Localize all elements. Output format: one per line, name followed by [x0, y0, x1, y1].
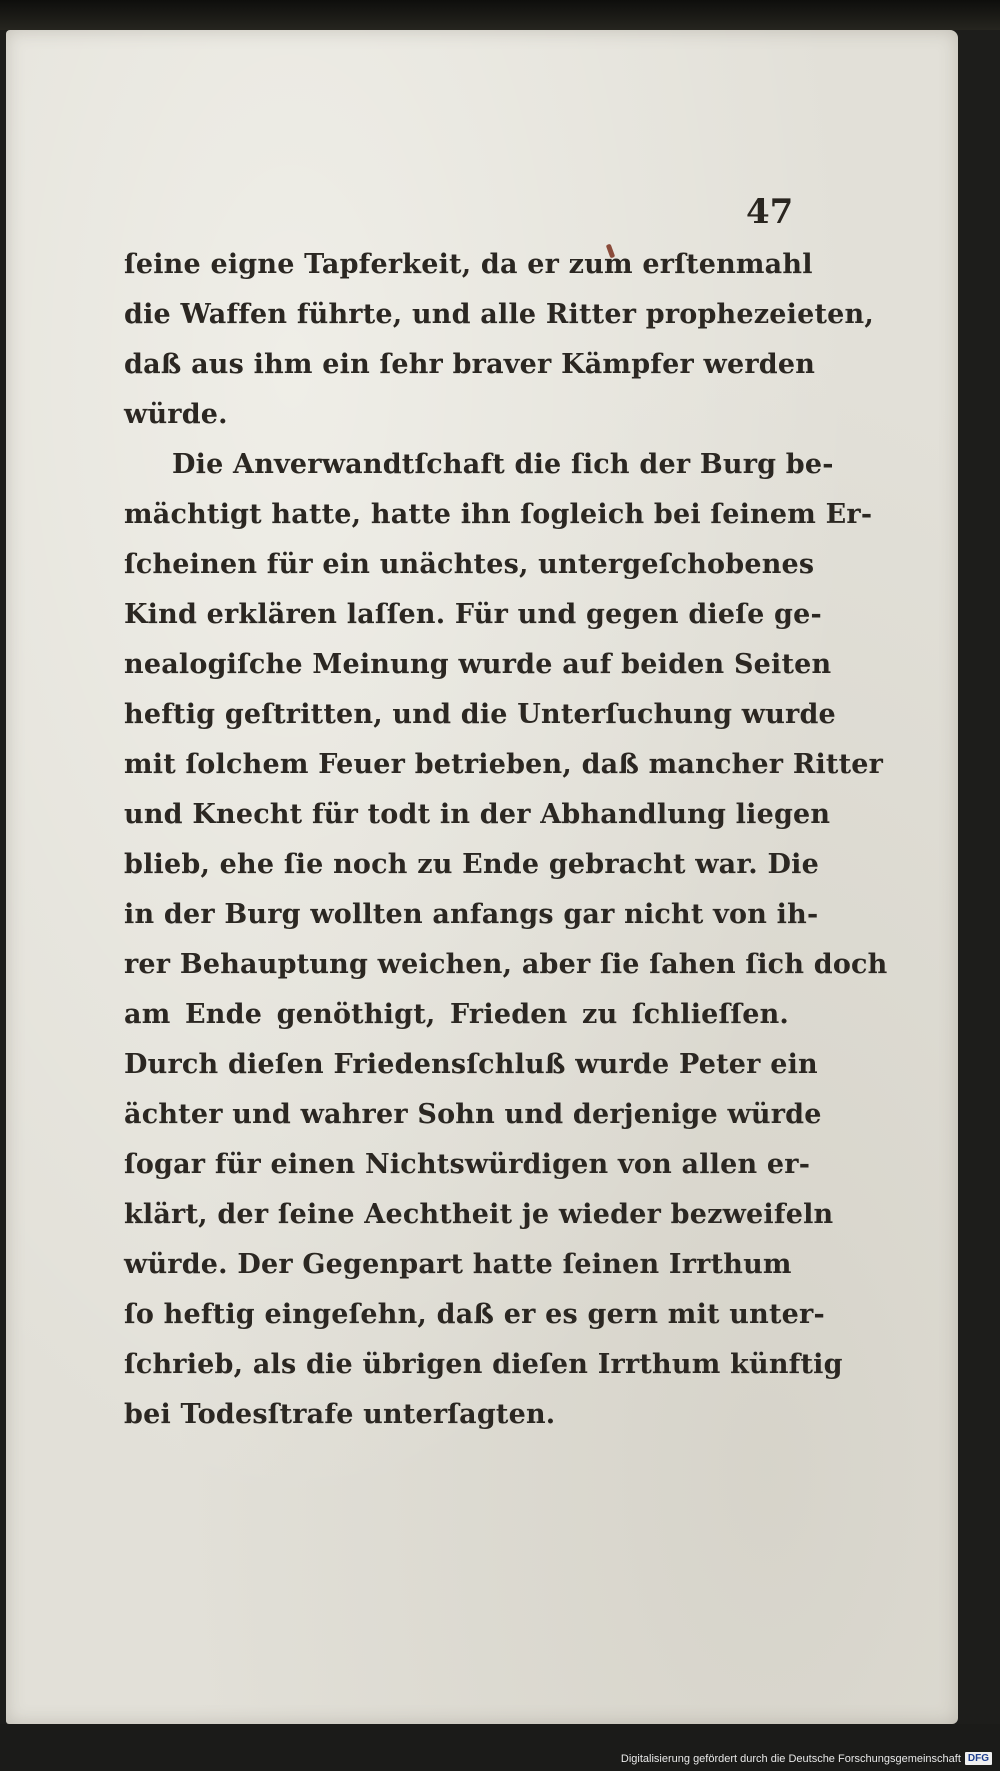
text-line: in der Burg wollten anfangs gar nicht von ih-	[124, 899, 819, 930]
text-line: die Waffen führte, und alle Ritter prophezeieten,	[124, 299, 874, 330]
text-line: blieb, ehe ſie noch zu Ende gebracht war. Die	[124, 849, 819, 880]
text-line: am Ende genöthigt, Frieden zu ſchlieſſen.	[124, 999, 789, 1030]
text-line: ſcheinen für ein unächtes, untergeſchobenes	[124, 549, 815, 580]
text-line: daß aus ihm ein ſehr braver Kämpfer werden	[124, 349, 816, 380]
text-line: ächter und wahrer Sohn und derjenige würde	[124, 1099, 822, 1130]
text-line: bei Todesſtrafe unterſagten.	[124, 1399, 556, 1430]
text-line: ſogar für einen Nichtswürdigen von allen er-	[124, 1149, 811, 1180]
text-line: ſo heftig eingeſehn, daß er es gern mit unter-	[124, 1299, 825, 1330]
text-line: heftig geſtritten, und die Unterſuchung wurde	[124, 699, 836, 730]
text-line: klärt, der ſeine Aechtheit je wieder bezweifeln	[124, 1199, 834, 1230]
footer-bar	[0, 1724, 1000, 1771]
page-text	[124, 240, 888, 1440]
text-line: mächtigt hatte, hatte ihn ſogleich bei ſeinem Er-	[124, 499, 873, 530]
text-line: würde.	[124, 399, 228, 430]
funding-credit	[621, 1752, 992, 1765]
text-line: ſchrieb, als die übrigen dieſen Irrthum künftig	[124, 1349, 843, 1380]
dfg-logo-icon: DFG	[965, 1752, 992, 1765]
text-line: Durch dieſen Friedensſchluß wurde Peter ein	[124, 1049, 818, 1080]
text-line: rer Behauptung weichen, aber ſie ſahen ſich doch	[124, 949, 888, 980]
text-line: Die Anverwandtſchaft die ſich der Burg be-	[172, 449, 834, 480]
text-line: nealogiſche Meinung wurde auf beiden Seiten	[124, 649, 832, 680]
text-line: und Knecht für todt in der Abhandlung liegen	[124, 799, 831, 830]
text-line: ſeine eigne Tapferkeit, da er zum erſtenmahl	[124, 249, 813, 280]
credit-text: Digitalisierung gefördert durch die Deutsche Forschungsgemeinschaft	[620, 1752, 961, 1765]
text-line: mit ſolchem Feuer betrieben, daß mancher Ritter	[124, 749, 884, 780]
scan-border-top	[0, 0, 1000, 30]
page-number: 47	[746, 192, 794, 232]
text-line: Kind erklären laſſen. Für und gegen dieſe ge-	[124, 599, 822, 630]
text-line: würde. Der Gegenpart hatte ſeinen Irrthum	[124, 1249, 792, 1280]
